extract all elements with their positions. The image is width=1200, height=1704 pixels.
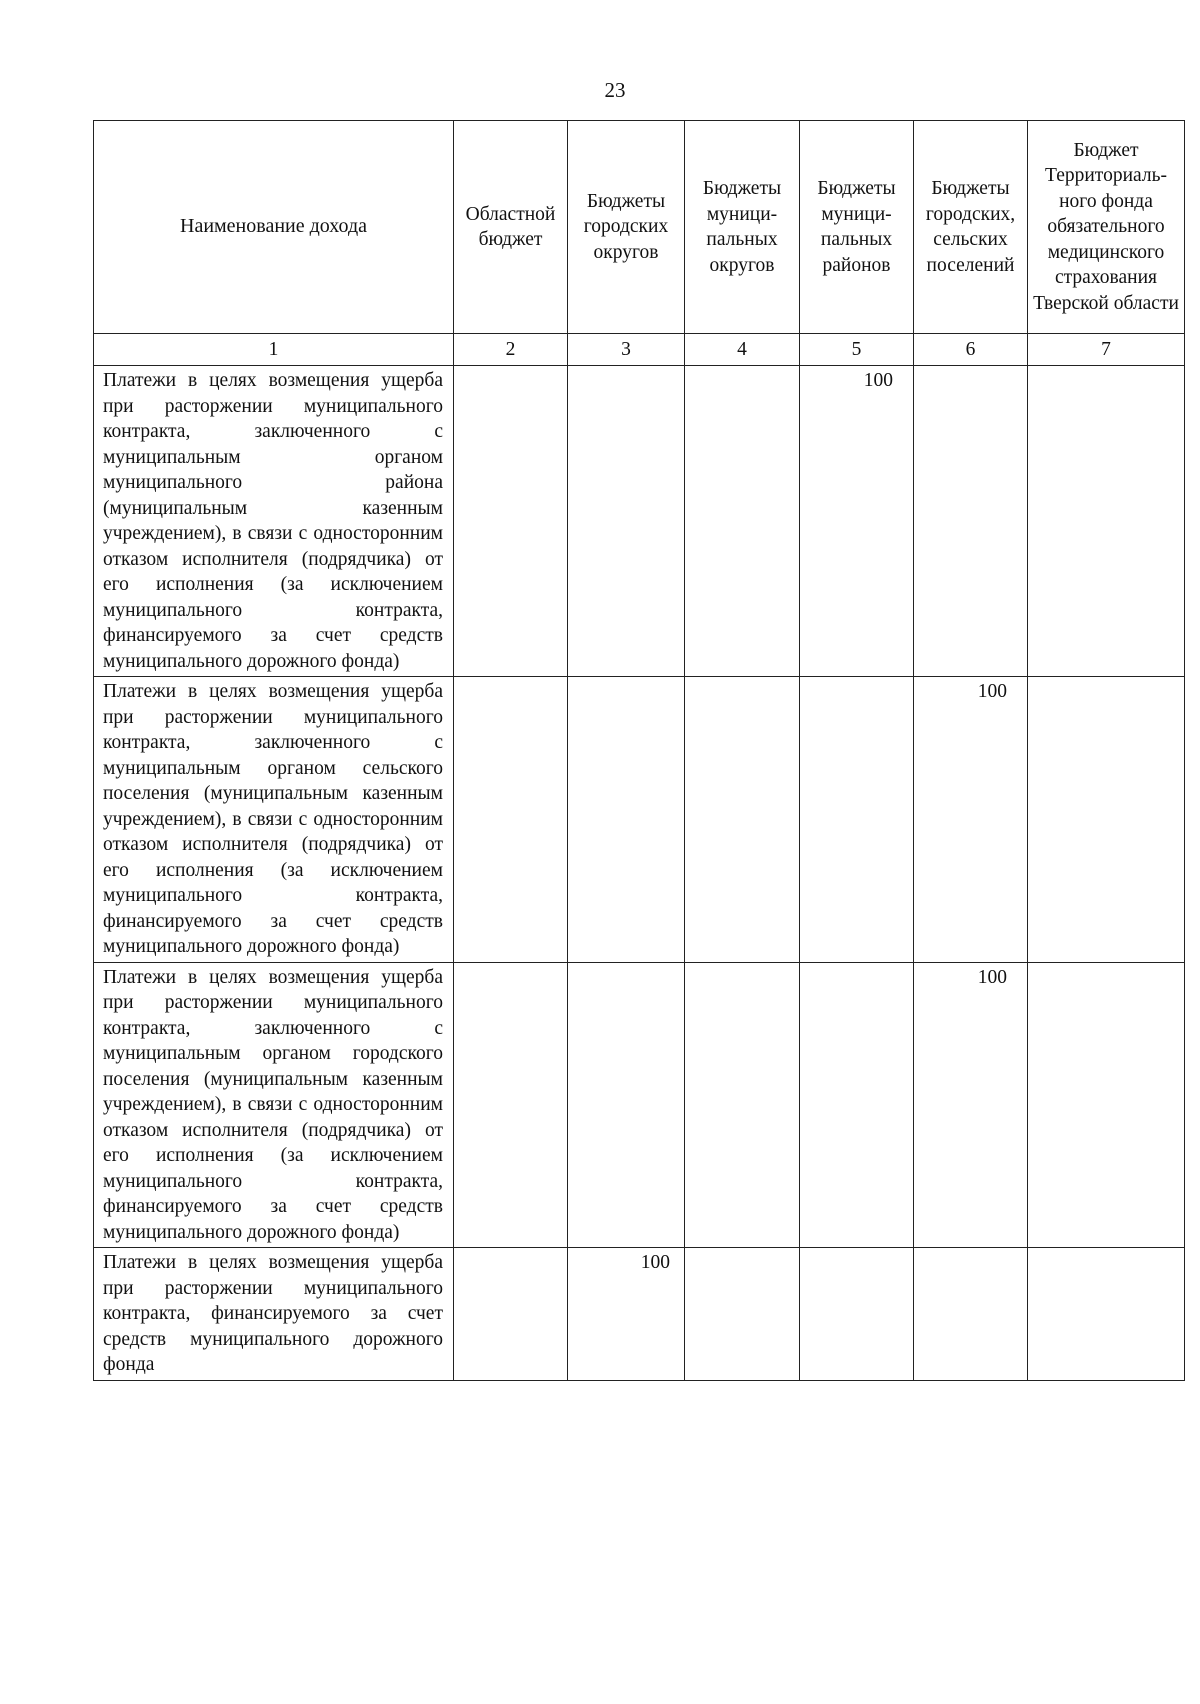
table-row (94, 962, 1185, 1248)
value-cell (1028, 366, 1185, 677)
column-number: 1 (94, 334, 454, 366)
value-cell (1028, 962, 1185, 1248)
header-municipal-districts-budgets: Бюджеты муници-пальных округов (685, 121, 800, 334)
value-cell (454, 1248, 568, 1381)
income-name-cell: Платежи в целях возмещения ущерба при расторжении муниципального контракта, заключенного с муниципальным органом сельского поселения (муниципальным казенным учреждением), в связи с односторонним отказом исполнителя (подрядчика) от его исполнения (за исключением муниципального контракта, финансируемого за счет средств муниципального дорожного фонда) (94, 677, 454, 963)
income-name-cell: Платежи в целях возмещения ущерба при расторжении муниципального контракта, заключенного с муниципальным органом городского поселения (муниципальным казенным учреждением), в связи с односторонним отказом исполнителя (подрядчика) от его исполнения (за исключением муниципального контракта, финансируемого за счет средств муниципального дорожного фонда) (94, 962, 454, 1248)
value-cell: 100 (568, 1248, 685, 1381)
value-cell (685, 366, 800, 677)
income-name-cell: Платежи в целях возмещения ущерба при расторжении муниципального контракта, финансируемого за счет средств муниципального дорожного фонда (94, 1248, 454, 1381)
value-cell (800, 962, 914, 1248)
header-municipal-regions-budgets: Бюджеты муници-пальных районов (800, 121, 914, 334)
value-cell (568, 962, 685, 1248)
value-cell (454, 962, 568, 1248)
value-cell (568, 366, 685, 677)
income-name-cell: Платежи в целях возмещения ущерба при расторжении муниципального контракта, заключенного с муниципальным органом муниципального района (муниципальным казенным учреждением), в связи с односторонним отказом исполнителя (подрядчика) от его исполнения (за исключением муниципального контракта, финансируемого за счет средств муниципального дорожного фонда) (94, 366, 454, 677)
column-number: 5 (800, 334, 914, 366)
value-cell (685, 962, 800, 1248)
page-number: 23 (604, 78, 626, 102)
value-cell (454, 677, 568, 963)
header-income-name: Наименование дохода (94, 121, 454, 334)
table-row (94, 366, 1185, 677)
column-numbers-row (94, 334, 1185, 366)
table-row (94, 677, 1185, 963)
column-number: 2 (454, 334, 568, 366)
column-number: 3 (568, 334, 685, 366)
column-number: 7 (1028, 334, 1185, 366)
header-city-districts-budgets: Бюджеты городских округов (568, 121, 685, 334)
header-medical-insurance-fund-budget: Бюджет Территориаль-ного фонда обязательного медицинского страхования Тверской области (1028, 121, 1185, 334)
value-cell (800, 677, 914, 963)
value-cell (800, 1248, 914, 1381)
value-cell (914, 366, 1028, 677)
column-number: 6 (914, 334, 1028, 366)
table-row (94, 1248, 1185, 1381)
value-cell (1028, 1248, 1185, 1381)
value-cell: 100 (800, 366, 914, 677)
column-number: 4 (685, 334, 800, 366)
value-cell (454, 366, 568, 677)
value-cell: 100 (914, 677, 1028, 963)
value-cell (568, 677, 685, 963)
value-cell (1028, 677, 1185, 963)
value-cell (685, 1248, 800, 1381)
income-distribution-table (93, 120, 1185, 1381)
header-settlements-budgets: Бюджеты городских, сельских поселений (914, 121, 1028, 334)
value-cell (914, 1248, 1028, 1381)
value-cell: 100 (914, 962, 1028, 1248)
value-cell (685, 677, 800, 963)
header-regional-budget: Областной бюджет (454, 121, 568, 334)
table-header-row (94, 121, 1185, 334)
